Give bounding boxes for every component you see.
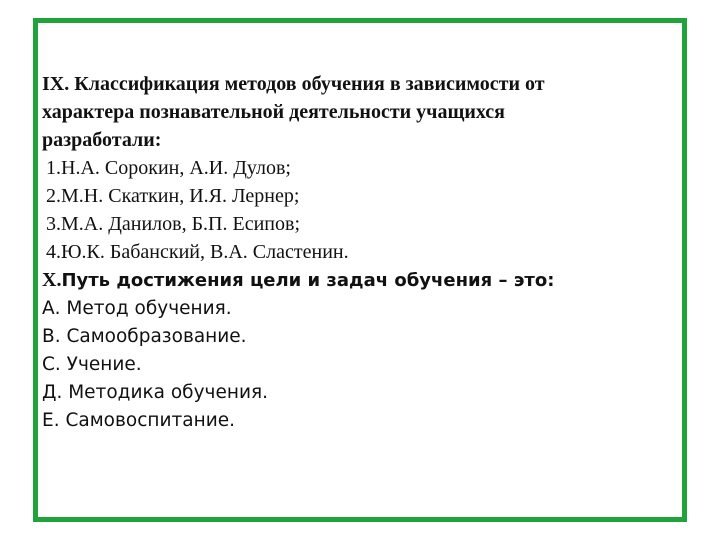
answer-item-4: 4.Ю.К. Бабанский, В.А. Сластенин.	[46, 241, 349, 263]
option-e: Е. Самовоспитание.	[42, 410, 235, 431]
question-10-number: X.	[42, 269, 62, 291]
option-a: А. Метод обучения.	[42, 298, 232, 319]
answer-item-2: 2.М.Н. Скаткин, И.Я. Лернер;	[46, 185, 300, 207]
answer-item-3: 3.М.А. Данилов, Б.П. Есипов;	[46, 213, 301, 235]
option-c: С. Учение.	[42, 354, 142, 375]
question-10-text: Путь достижения цели и задач обучения – это:	[61, 270, 555, 291]
option-d: Д. Методика обучения.	[42, 382, 268, 403]
question-9-line-2: характера познавательной деятельности учащихся	[42, 101, 505, 123]
answer-item-1: 1.Н.А. Сорокин, А.И. Дулов;	[46, 157, 291, 179]
option-b: В. Самообразование.	[42, 326, 247, 347]
slide-content	[42, 70, 672, 435]
question-9-line-3: разработали:	[42, 129, 162, 151]
question-10	[42, 266, 672, 295]
question-9-line-1: IX. Классификация методов обучения в зависимости от	[42, 73, 545, 95]
